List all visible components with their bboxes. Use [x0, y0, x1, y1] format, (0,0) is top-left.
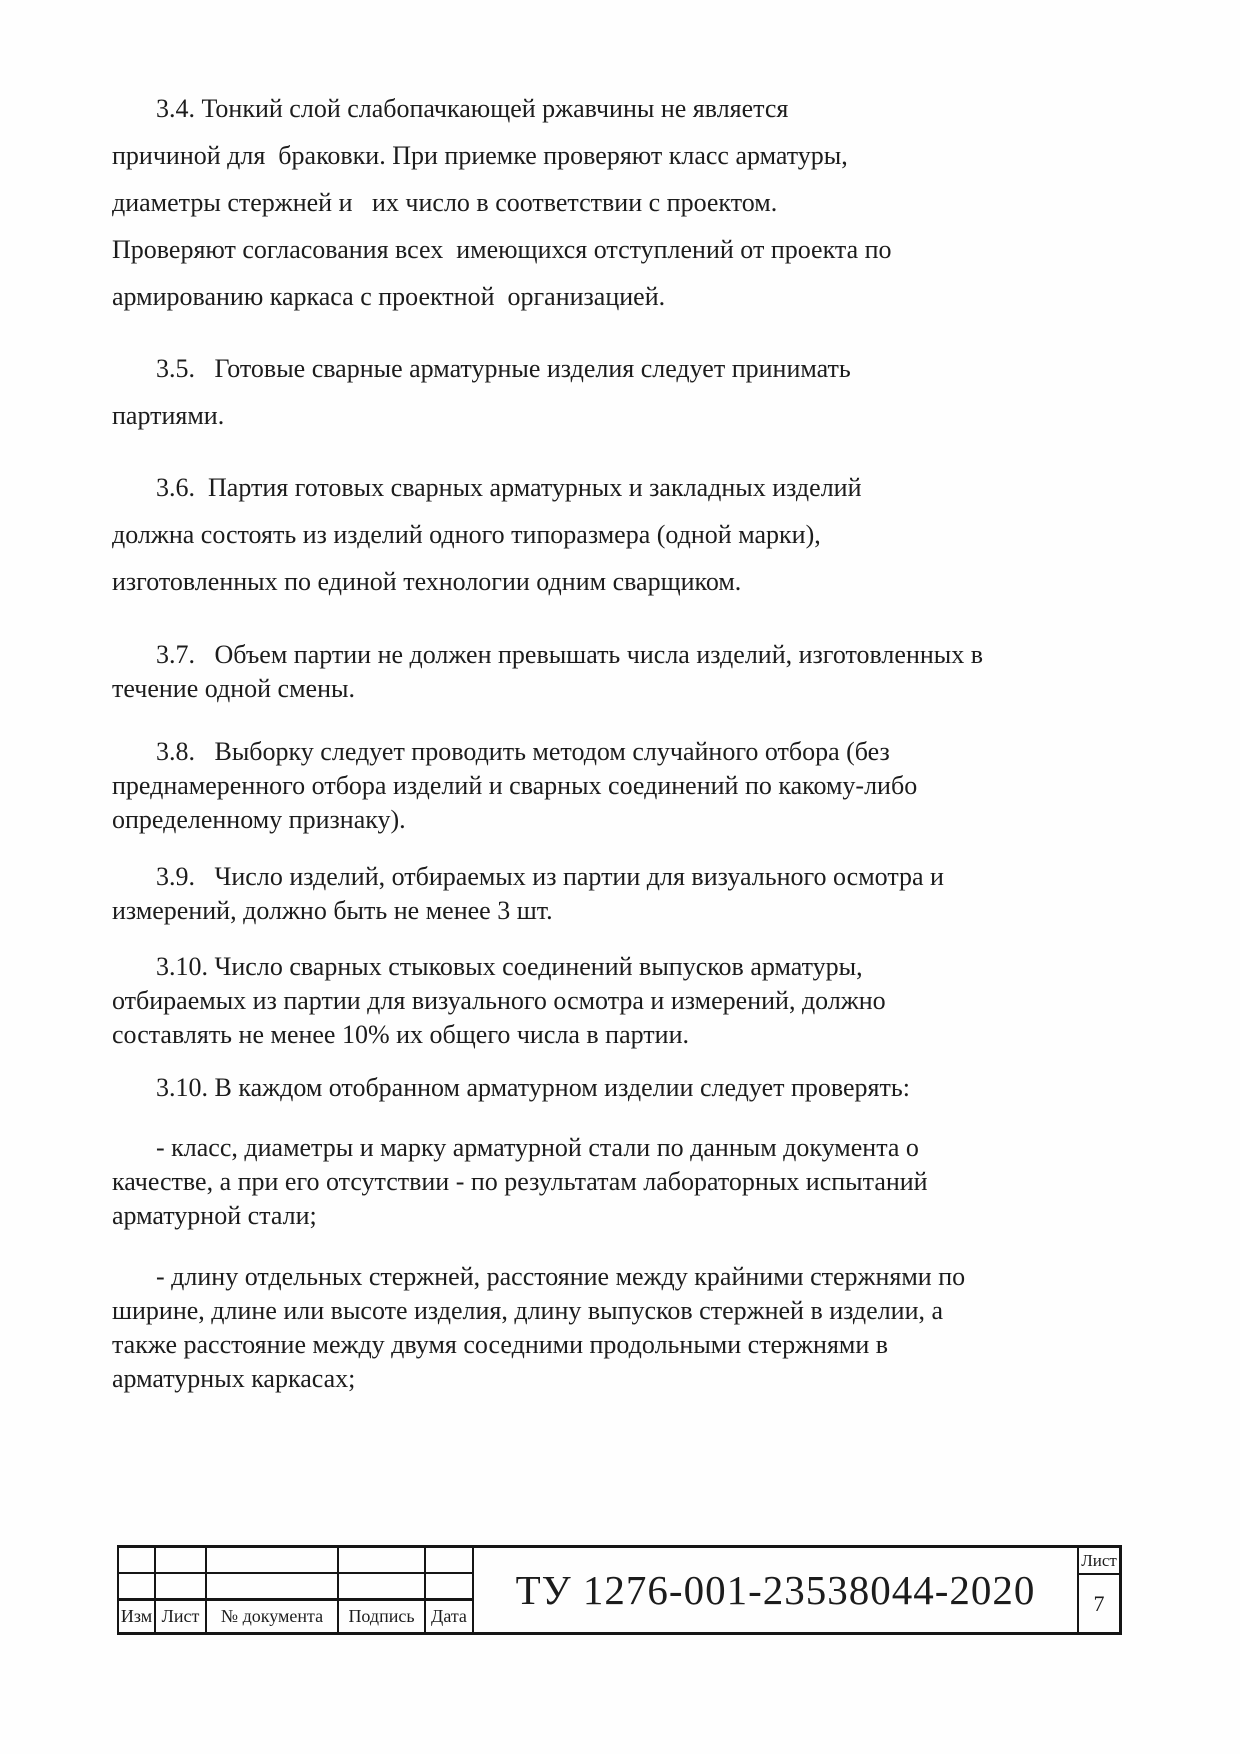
paragraph-3-10-check: [112, 1071, 1122, 1105]
col-header-doc-number: № документа: [207, 1601, 339, 1632]
text-line: 3.10. В каждом отобранном арматурном изделии следует проверять:: [156, 1073, 910, 1102]
paragraph-3-8: [112, 735, 1122, 837]
col-header-izm: Изм: [119, 1601, 156, 1632]
text-line: диаметры стержней и их число в соответствии с проектом.: [112, 188, 778, 217]
document-body: [112, 85, 1122, 1396]
sheet-number: 7: [1093, 1590, 1105, 1616]
col-header-podpis: Подпись: [339, 1601, 426, 1632]
text-line: 3.9. Число изделий, отбираемых из партии для визуального осмотра и: [156, 862, 944, 891]
text-line: причиной для браковки. При приемке проверяют класс арматуры,: [112, 141, 848, 170]
empty-cell: [426, 1574, 474, 1601]
title-block: [117, 1545, 1122, 1635]
sheet-label: Лист: [1079, 1548, 1119, 1575]
paragraph-3-6: [112, 464, 1122, 605]
col-header-data: Дата: [426, 1601, 474, 1632]
text-line: армированию каркаса с проектной организацией.: [112, 282, 666, 311]
text-line: 3.8. Выборку следует проводить методом случайного отбора (без: [156, 737, 890, 766]
text-line: 3.6. Партия готовых сварных арматурных и закладных изделий: [156, 473, 862, 502]
paragraph-3-7: [112, 638, 1122, 706]
empty-cell: [119, 1574, 156, 1601]
text-line: 3.4. Тонкий слой слабопачкающей ржавчины не является: [156, 94, 789, 123]
empty-cell: [426, 1548, 474, 1574]
bullet-class-diameters: [112, 1131, 1122, 1233]
paragraph-3-5: [112, 345, 1122, 439]
text-line: арматурной стали;: [112, 1201, 317, 1230]
empty-cell: [339, 1574, 426, 1601]
text-line: должна состоять из изделий одного типоразмера (одной марки),: [112, 520, 821, 549]
text-line: изготовленных по единой технологии одним сварщиком.: [112, 567, 742, 596]
text-line: качестве, а при его отсутствии - по результатам лабораторных испытаний: [112, 1167, 928, 1196]
paragraph-3-10-count: [112, 950, 1122, 1052]
text-line: течение одной смены.: [112, 674, 355, 703]
col-header-list: Лист: [156, 1601, 207, 1632]
document-number: ТУ 1276-001-23538044-2020: [515, 1567, 1036, 1613]
text-line: преднамеренного отбора изделий и сварных соединений по какому-либо: [112, 771, 918, 800]
text-line: партиями.: [112, 401, 225, 430]
title-block-grid: [119, 1548, 474, 1632]
bullet-rod-lengths: [112, 1260, 1122, 1396]
text-line: также расстояние между двумя соседними продольными стержнями в: [112, 1330, 889, 1359]
sheet-box: [1079, 1548, 1119, 1632]
text-line: арматурных каркасах;: [112, 1364, 356, 1393]
text-line: - класс, диаметры и марку арматурной стали по данным документа о: [156, 1133, 919, 1162]
text-line: Проверяют согласования всех имеющихся отступлений от проекта по: [112, 235, 892, 264]
text-line: 3.5. Готовые сварные арматурные изделия следует принимать: [156, 354, 851, 383]
text-line: определенному признаку).: [112, 805, 406, 834]
text-line: ширине, длине или высоте изделия, длину выпусков стержней в изделии, а: [112, 1296, 944, 1325]
text-line: составлять не менее 10% их общего числа в партии.: [112, 1020, 689, 1049]
text-line: 3.10. Число сварных стыковых соединений выпусков арматуры,: [156, 952, 863, 981]
paragraph-3-4: [112, 85, 1122, 320]
empty-cell: [119, 1548, 156, 1574]
text-line: измерений, должно быть не менее 3 шт.: [112, 896, 553, 925]
empty-cell: [156, 1548, 207, 1574]
document-number-cell: [474, 1548, 1079, 1632]
text-line: - длину отдельных стержней, расстояние между крайними стержнями по: [156, 1262, 966, 1291]
empty-cell: [207, 1548, 339, 1574]
text-line: 3.7. Объем партии не должен превышать числа изделий, изготовленных в: [156, 640, 984, 669]
empty-cell: [207, 1574, 339, 1601]
text-line: отбираемых из партии для визуального осмотра и измерений, должно: [112, 986, 886, 1015]
empty-cell: [156, 1574, 207, 1601]
empty-cell: [339, 1548, 426, 1574]
paragraph-3-9: [112, 860, 1122, 928]
